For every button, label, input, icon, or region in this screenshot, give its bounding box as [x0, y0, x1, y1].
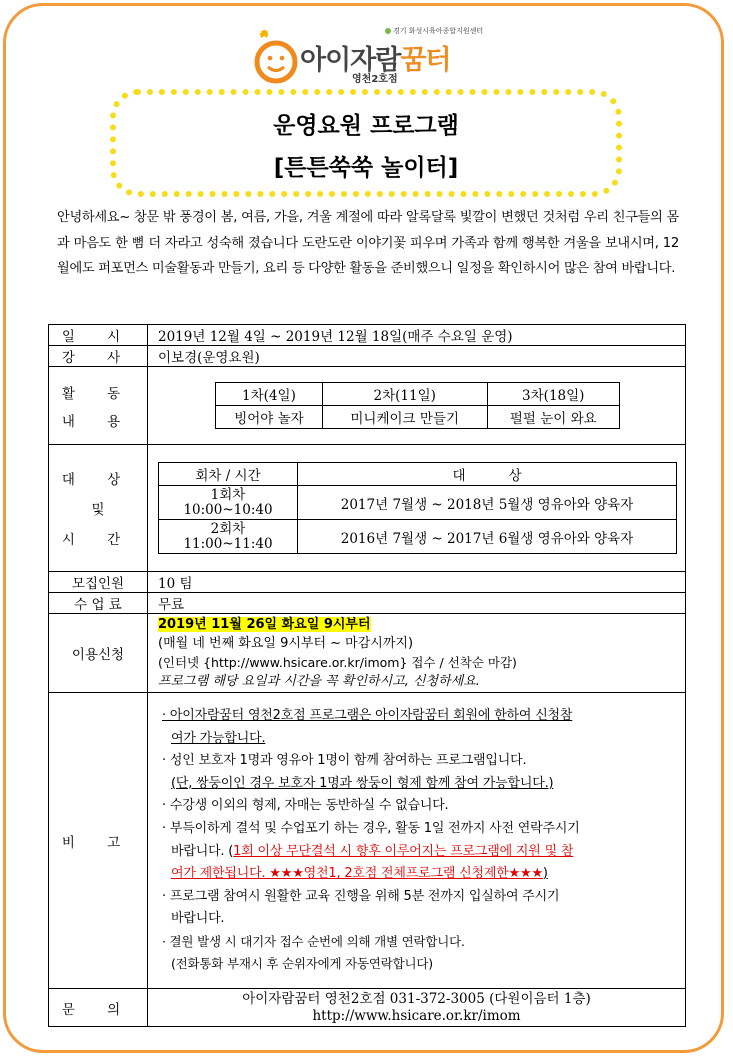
- activities-table: [215, 382, 620, 429]
- title-box: [110, 89, 622, 197]
- program-info-table: [48, 324, 686, 1027]
- note-arrival: · 프로그램 참여시 원활한 교육 진행을 위해 5분 전까지 입실하여 주시기: [162, 888, 560, 904]
- note-arrival-cont: 바랍니다.: [171, 911, 225, 927]
- row-notes: [49, 693, 686, 989]
- targets-table: [158, 462, 677, 554]
- logo-name: 아이자람꿈터: [300, 45, 451, 76]
- note-absence-cont: 바랍니다. (: [171, 843, 234, 859]
- activity-label-2: 내 용: [61, 413, 135, 430]
- note-guardian: · 성인 보호자 1명과 영유아 1명이 함께 참여하는 프로그램입니다.: [162, 753, 527, 769]
- row-apply: [49, 614, 686, 693]
- notes-label: 비 고: [49, 693, 148, 989]
- note-restriction-end: ): [542, 866, 548, 882]
- apply-method: (인터넷 {http://www.hsicare.or.kr/imom} 접수 / 선착순 마감): [158, 655, 517, 670]
- row-contact: [49, 989, 686, 1027]
- note-vacancy-cont: (전화통화 부재시 후 순위자에게 자동연락합니다): [171, 956, 433, 972]
- target-label-1: 대 상: [61, 472, 135, 488]
- note-absence: · 부득이하게 결석 및 수업포기 하는 경우, 활동 1일 전까지 사전 연락주시기: [162, 820, 580, 836]
- logo: [252, 18, 497, 84]
- contact-phone: 아이자람꿈터 영천2호점 031-372-3005 (다원이음터 1층): [242, 990, 591, 1007]
- targets-cell: [148, 445, 686, 572]
- target-round-time: 11:00~11:40: [183, 535, 273, 552]
- row-targets: [49, 445, 686, 572]
- note-vacancy: · 결원 발생 시 대기자 접수 순번에 의해 개별 연락합니다.: [162, 933, 465, 949]
- target-header-target: 대 상: [298, 463, 677, 486]
- row-date: [49, 325, 686, 346]
- target-round: [159, 486, 298, 520]
- notes-list: [162, 705, 685, 976]
- activity-label: [49, 367, 148, 445]
- contact-url[interactable]: http://www.hsicare.or.kr/imom: [312, 1007, 521, 1024]
- contact-cell: [148, 989, 686, 1027]
- activity-session: 1차(4일): [216, 383, 323, 406]
- target-header-time: 회차 / 시간: [159, 463, 298, 486]
- note-membership: · 아이자람꿈터 영천2호점 프로그램은 아이자람꿈터 회원에 한하여 신청참: [162, 707, 573, 723]
- note-twins: (단, 쌍둥이인 경우 보호자 1명과 쌍둥이 형제 함께 참여 가능합니다.): [171, 775, 554, 791]
- activity-label-1: 활 동: [61, 385, 135, 402]
- row-instructor: [49, 346, 686, 367]
- row-activities: [49, 367, 686, 445]
- target-label-2: 및: [91, 502, 105, 518]
- activity-title: 빙어야 놀자: [216, 406, 323, 429]
- target-label-3: 시 간: [61, 532, 135, 548]
- activity-title: 펄펄 눈이 와요: [487, 406, 620, 429]
- target-round-name: 1회차: [210, 486, 246, 503]
- activity-session: 2차(11일): [322, 383, 487, 406]
- fee-label: 수 업 료: [49, 593, 148, 614]
- title-line1: 운영요원 프로그램: [273, 113, 459, 139]
- note-siblings: · 수강생 이외의 형제, 자매는 동반하실 수 없습니다.: [162, 798, 449, 814]
- date-label: 일 시: [49, 325, 148, 346]
- target-label: [49, 445, 148, 572]
- target-round-name: 2회차: [210, 520, 246, 537]
- target-desc: 2016년 7월생 ~ 2017년 6월생 영유아와 양육자: [298, 520, 677, 554]
- apply-period: (매월 네 번째 화요일 9시부터 ~ 마감시까지): [158, 636, 414, 651]
- instructor-label: 강 사: [49, 346, 148, 367]
- contact-label: 문 의: [49, 989, 148, 1027]
- note-absence-warning: 1회 이상 무단결석 시 향후 이루어지는 프로그램에 지원 및 참: [233, 843, 574, 859]
- row-fee: [49, 593, 686, 614]
- recruit-label: 모집인원: [49, 572, 148, 593]
- apply-label: 이용신청: [49, 614, 148, 693]
- recruit-value: 10 팀: [148, 572, 686, 593]
- activity-title: 미니케이크 만들기: [322, 406, 487, 429]
- note-membership-cont: 여가 가능합니다.: [171, 730, 266, 746]
- row-recruit: [49, 572, 686, 593]
- apply-note: 프로그램 해당 요일과 시간을 꼭 확인하시고, 신청하세요.: [158, 674, 480, 689]
- logo-org: 경기 화성시육아종합지원센터: [385, 26, 483, 36]
- instructor-value: 이보경(운영요원): [148, 346, 686, 367]
- target-round: [159, 520, 298, 554]
- title-line2: [튼튼쑥쑥 놀이터]: [273, 155, 459, 181]
- target-round-time: 10:00~10:40: [183, 501, 273, 518]
- notes-cell: [148, 693, 686, 989]
- apply-cell: [148, 614, 686, 693]
- activities-cell: [148, 367, 686, 445]
- date-value: 2019년 12월 4일 ~ 2019년 12월 18일(매주 수요일 운영): [148, 325, 686, 346]
- target-desc: 2017년 7월생 ~ 2018년 5월생 영유아와 양육자: [298, 486, 677, 520]
- fee-value: 무료: [148, 593, 686, 614]
- activity-session: 3차(18일): [487, 383, 620, 406]
- apply-start: 2019년 11월 26일 화요일 9시부터: [158, 617, 371, 632]
- logo-branch: 영천2호점: [352, 74, 398, 85]
- intro-paragraph: 안녕하세요~ 창문 밖 풍경이 봄, 여름, 가을, 겨울 계절에 따라 알록달록 빛깔이 변했던 것처럼 우리 친구들의 몸과 마음도 한 뼘 더 자라고 성숙해 졌습니다 도란도란 이야기꽃 피우며 가족과 함께 행복한 겨울을 보내시며, 12월에도 퍼포먼스 미술활동과 만들기, 요리 등 다양한 활동을 준비했으니 일정을 확인하시어 많은 참여 바랍니다.: [57, 210, 679, 276]
- logo-face-icon: [252, 28, 298, 84]
- note-restriction: 여가 제한됩니다. ★★★영천1, 2호점 전체프로그램 신청제한★★★: [171, 866, 543, 882]
